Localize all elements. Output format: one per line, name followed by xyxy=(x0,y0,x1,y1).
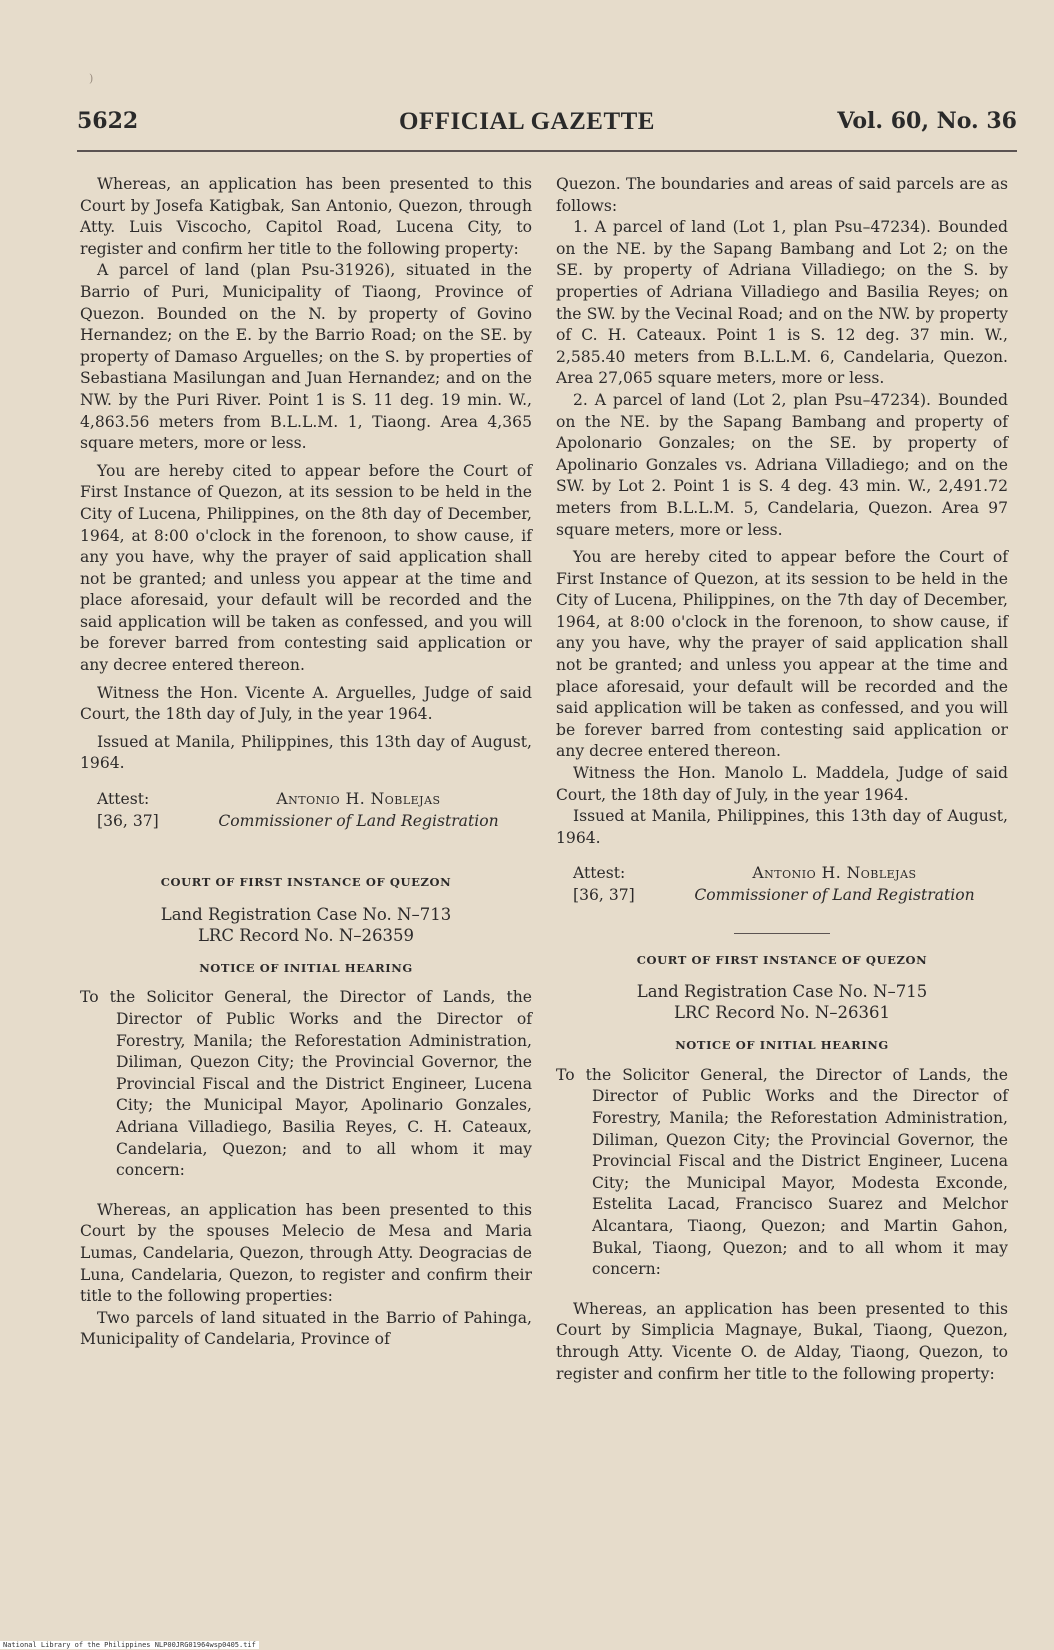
margin-mark: ) xyxy=(89,72,94,85)
scan-footer: National Library of the Philippines NLP00JRG01964wsp0405.tif xyxy=(0,1641,259,1649)
attest-role: Commissioner of Land Registration xyxy=(218,811,499,830)
attestation-block xyxy=(80,789,532,832)
attest-name: Antonio H. Noblejas xyxy=(276,790,441,809)
attestation-block xyxy=(556,863,1008,906)
paragraph: Whereas, an application has been presented to this Court by Josefa Katigbak, San Antonio, Quezon, through Atty. Luis Viscocho, Capitol Road, Lucena City, to register and confirm her title to the following property: xyxy=(80,175,532,258)
lrc-record: LRC Record No. N–26359 xyxy=(197,925,415,945)
paragraph: You are hereby cited to appear before the Court of First Instance of Quezon, at its session to be held in the City of Lucena, Philippines, on the 7th day of December, 1964, at 8:00 o'clock in the forenoon, to show cause, if any you have, why the prayer of said application shall not be granted; and unless you appear at the time and place aforesaid, your default will be recorded and the said application will be taken as confessed, and you will be forever barred from contesting said application or any decree entered thereon. xyxy=(556,548,1008,761)
left-column xyxy=(80,174,532,1351)
right-column xyxy=(556,174,1008,1385)
section-divider xyxy=(734,933,830,934)
address-paragraph: To the Solicitor General, the Director of Lands, the Director of Public Works and the Director of Forestry, Manila; the Reforestation Administration, Diliman, Quezon City; the Provincial Governor, the Provincial Fiscal and the District Engineer, Lucena City; the Municipal Mayor, Apolinario Gonzales, Adriana Villadiego, Basilia Reyes, C. H. Cateaux, Candelaria, Quezon; and to all whom it may concern: xyxy=(80,988,532,1180)
court-heading: COURT OF FIRST INSTANCE OF QUEZON xyxy=(636,952,928,967)
attest-ref: [36, 37] xyxy=(97,811,159,830)
witness-paragraph: Witness the Hon. Manolo L. Maddela, Judge of said Court, the 18th day of July, in the year 1964. xyxy=(556,764,1008,804)
paragraph: Whereas, an application has been presented to this Court by Simplicia Magnaye, Bukal, Tiaong, Quezon, through Atty. Vicente O. de Alday, Tiaong, Quezon, to register and confirm her title to the following property: xyxy=(556,1299,1008,1383)
attest-role: Commissioner of Land Registration xyxy=(694,886,975,904)
paragraph: Whereas, an application has been presented to this Court by the spouses Melecio de Mesa and Maria Lumas, Candelaria, Quezon, through Atty. Deogracias de Luna, Candelaria, Quezon, to register and confirm their title to the following properties: xyxy=(80,1200,532,1306)
header-rule xyxy=(77,150,1017,152)
court-heading: COURT OF FIRST INSTANCE OF QUEZON xyxy=(160,875,452,890)
page-number: 5622 xyxy=(77,108,139,134)
attest-name: Antonio H. Noblejas xyxy=(752,864,917,883)
notice-heading: NOTICE OF INITIAL HEARING xyxy=(675,1038,889,1053)
attest-label: Attest: xyxy=(573,864,626,883)
attest-ref: [36, 37] xyxy=(573,886,635,904)
case-number: Land Registration Case No. N–715 xyxy=(636,982,928,1002)
paragraph: 2. A parcel of land (Lot 2, plan Psu–47234). Bounded on the NE. by the Sapang Bambang and property of Apolonario Gonzales; on the SE. by property of Apolinario Gonzales vs. Adriana Villadiego; and on the SW. by Lot 2. Point 1 is S. 4 deg. 43 min. W., 2,491.72 meters from B.L.L.M. 5, Candelaria, Quezon. Area 97 square meters, more or less. xyxy=(556,390,1008,539)
page-title: OFFICIAL GAZETTE xyxy=(399,108,655,135)
witness-paragraph: Witness the Hon. Vicente A. Arguelles, Judge of said Court, the 18th day of July, in the year 1964. xyxy=(80,683,532,724)
paragraph: A parcel of land (plan Psu-31926), situated in the Barrio of Puri, Municipality of Tiaong, Province of Quezon. Bounded on the N. by property of Govino Hernandez; on the E. by the Barrio Road; on the SE. by property of Damaso Arguelles; on the S. by properties of Sebastiana Masilungan and Juan Hernandez; and on the NW. by the Puri River. Point 1 is S. 11 deg. 19 min. W., 4,863.56 meters from B.L.L.M. 1, Tiaong. Area 4,365 square meters, more or less. xyxy=(80,261,532,453)
address-paragraph: To the Solicitor General, the Director of Lands, the Director of Public Works and the Director of Forestry, Manila; the Reforestation Administration, Diliman, Quezon City; the Provincial Governor, the Provincial Fiscal and the District Engineer, Lucena City; the Municipal Mayor, Modesta Exconde, Estelita Lacad, Francisco Suarez and Melchor Alcantara, Tiaong, Quezon; and Martin Gahon, Bukal, Tiaong, Quezon; and to all whom it may concern: xyxy=(556,1065,1008,1279)
attest-label: Attest: xyxy=(97,790,150,809)
paragraph: Quezon. The boundaries and areas of said parcels are as follows: xyxy=(556,175,1008,215)
issued-paragraph: Issued at Manila, Philippines, this 13th day of August, 1964. xyxy=(556,807,1008,847)
notice-heading: NOTICE OF INITIAL HEARING xyxy=(199,960,413,975)
issued-paragraph: Issued at Manila, Philippines, this 13th day of August, 1964. xyxy=(80,732,532,773)
lrc-record: LRC Record No. N–26361 xyxy=(673,1003,891,1023)
volume-number: Vol. 60, No. 36 xyxy=(837,108,1017,134)
paragraph: Two parcels of land situated in the Barrio of Pahinga, Municipality of Candelaria, Province of xyxy=(80,1308,532,1349)
paragraph: 1. A parcel of land (Lot 1, plan Psu–47234). Bounded on the NE. by the Sapang Bambang and Lot 2; on the SE. by property of Adriana Villadiego; on the S. by properties of Adriana Villadiego and Basilia Reyes; on the SW. by the Vecinal Road; and on the NW. by property of C. H. Cateaux. Point 1 is S. 12 deg. 37 min. W., 2,585.40 meters from B.L.L.M. 6, Candelaria, Quezon. Area 27,065 square meters, more or less. xyxy=(556,218,1008,388)
paragraph: You are hereby cited to appear before the Court of First Instance of Quezon, at its session to be held in the City of Lucena, Philippines, on the 8th day of December, 1964, at 8:00 o'clock in the forenoon, to show cause, if any you have, why the prayer of said application shall not be granted; and unless you appear at the time and place aforesaid, your default will be recorded and the said application will be taken as confessed, and you will be forever barred from contesting said application or any decree entered thereon. xyxy=(80,461,532,675)
case-number: Land Registration Case No. N–713 xyxy=(160,904,452,924)
